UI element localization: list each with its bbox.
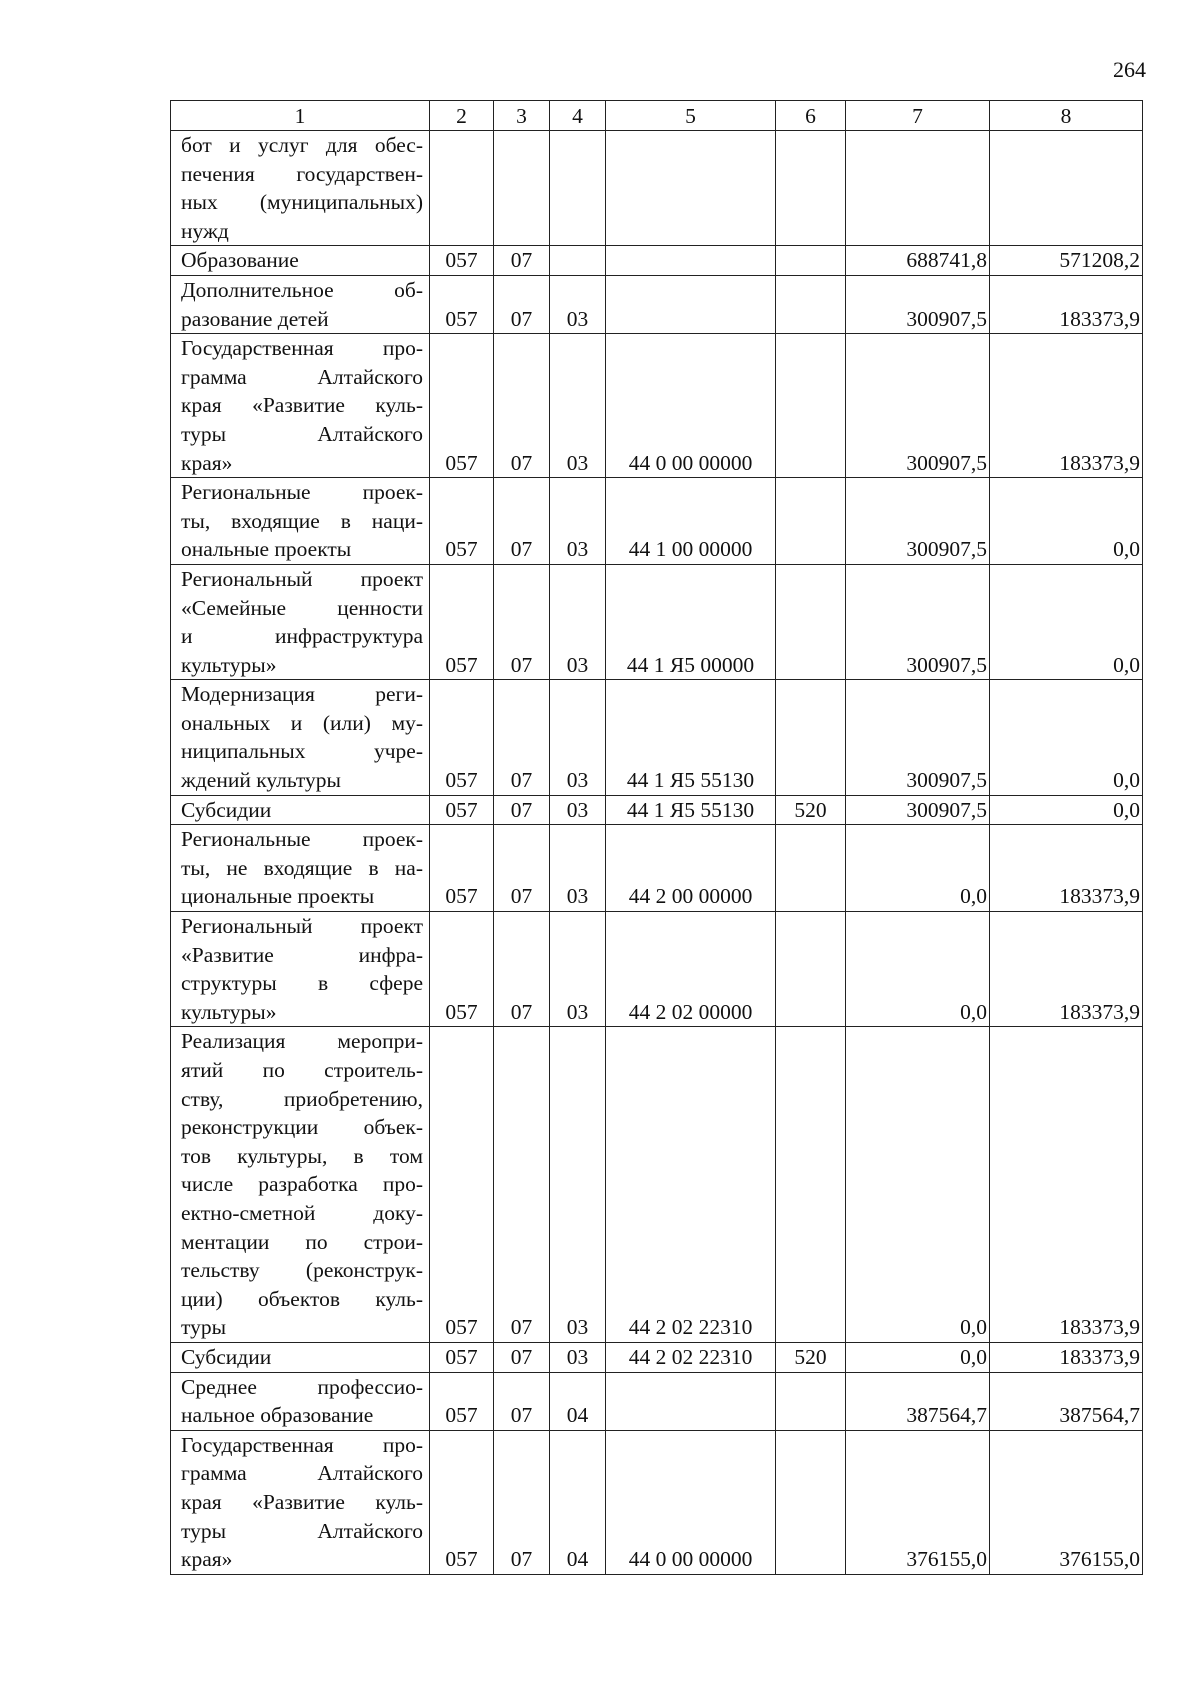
budget-table: [170, 100, 1143, 1575]
amount-year2-cell: 0,0: [990, 795, 1143, 825]
amount-year2-cell: 183373,9: [990, 912, 1143, 1027]
expense-type-cell: [776, 825, 846, 912]
target-article-cell: 44 1 Я5 55130: [606, 680, 776, 795]
amount-year1-cell: [846, 131, 990, 246]
subsection-cell: 03: [550, 825, 606, 912]
item-name-line: края»: [181, 1547, 233, 1572]
item-name-line: числе разработка про-: [181, 1172, 423, 1197]
table-row: [171, 275, 1143, 333]
subsection-cell: 03: [550, 334, 606, 478]
section-cell: 07: [494, 478, 550, 565]
item-name-line: и инфраструктура: [181, 624, 423, 649]
header-cell-8: 8: [990, 101, 1143, 131]
table-row: [171, 478, 1143, 565]
subsection-cell: 04: [550, 1430, 606, 1574]
dept-code-cell: 057: [430, 275, 494, 333]
item-name-line: ональных и (или) му-: [181, 710, 423, 735]
expense-type-cell: [776, 912, 846, 1027]
target-article-cell: [606, 246, 776, 276]
item-name-line: края»: [181, 450, 233, 475]
dept-code-cell: 057: [430, 825, 494, 912]
expense-type-cell: [776, 275, 846, 333]
table-row: [171, 246, 1143, 276]
item-name-line: ных (муниципальных): [181, 190, 423, 215]
dept-code-cell: 057: [430, 1372, 494, 1430]
target-article-cell: 44 0 00 00000: [606, 334, 776, 478]
expense-type-cell: [776, 334, 846, 478]
item-name-line: ты, входящие в наци-: [181, 508, 423, 533]
item-name-line: туры Алтайского: [181, 421, 423, 446]
amount-year2-cell: [990, 131, 1143, 246]
target-article-cell: 44 1 Я5 55130: [606, 795, 776, 825]
item-name-line: Региональный проект: [181, 914, 423, 939]
item-name-line: туры: [181, 1315, 227, 1340]
item-name-line: края «Развитие куль-: [181, 1489, 423, 1514]
dept-code-cell: 057: [430, 912, 494, 1027]
amount-year2-cell: 183373,9: [990, 334, 1143, 478]
table-row: [171, 680, 1143, 795]
item-name-line: тельству (реконструк-: [181, 1258, 423, 1283]
amount-year2-cell: 0,0: [990, 680, 1143, 795]
amount-year1-cell: 0,0: [846, 912, 990, 1027]
item-name-line: ональные проекты: [181, 537, 352, 562]
item-name-line: Государственная про-: [181, 336, 423, 361]
amount-year1-cell: 0,0: [846, 1027, 990, 1343]
item-name-cell: [171, 334, 430, 478]
target-article-cell: 44 1 Я5 00000: [606, 564, 776, 679]
page-number: 264: [1113, 57, 1146, 82]
header-cell-6: 6: [776, 101, 846, 131]
section-cell: 07: [494, 1430, 550, 1574]
amount-year1-cell: 688741,8: [846, 246, 990, 276]
section-cell: 07: [494, 912, 550, 1027]
table-row: [171, 334, 1143, 478]
amount-year1-cell: 300907,5: [846, 334, 990, 478]
item-name-line: Региональный проект: [181, 566, 423, 591]
item-name-line: «Семейные ценности: [181, 595, 423, 620]
expense-type-cell: [776, 1027, 846, 1343]
section-cell: 07: [494, 334, 550, 478]
item-name-line: «Развитие инфра-: [181, 942, 423, 967]
expense-type-cell: [776, 680, 846, 795]
expense-type-cell: [776, 478, 846, 565]
item-name-line: Образование: [181, 248, 299, 273]
item-name-line: культуры»: [181, 999, 277, 1024]
header-cell-7: 7: [846, 101, 990, 131]
item-name-line: туры Алтайского: [181, 1518, 423, 1543]
item-name-cell: [171, 1342, 430, 1372]
expense-type-cell: [776, 1430, 846, 1574]
expense-type-cell: [776, 1372, 846, 1430]
target-article-cell: [606, 131, 776, 246]
item-name-line: печения государствен-: [181, 161, 423, 186]
section-cell: 07: [494, 1372, 550, 1430]
table-row: [171, 912, 1143, 1027]
item-name-line: бот и услуг для обес-: [181, 133, 423, 157]
subsection-cell: 03: [550, 1342, 606, 1372]
target-article-cell: [606, 275, 776, 333]
amount-year2-cell: 183373,9: [990, 1027, 1143, 1343]
amount-year1-cell: 300907,5: [846, 680, 990, 795]
section-cell: 07: [494, 564, 550, 679]
item-name-line: культуры»: [181, 652, 277, 677]
header-cell-4: 4: [550, 101, 606, 131]
amount-year1-cell: 0,0: [846, 1342, 990, 1372]
subsection-cell: 03: [550, 564, 606, 679]
target-article-cell: 44 2 02 22310: [606, 1027, 776, 1343]
item-name-line: грамма Алтайского: [181, 364, 423, 389]
item-name-line: ятий по строитель-: [181, 1058, 423, 1082]
table-row: [171, 825, 1143, 912]
item-name-line: нужд: [181, 218, 229, 243]
dept-code-cell: 057: [430, 680, 494, 795]
table-row: [171, 131, 1143, 246]
section-cell: 07: [494, 1342, 550, 1372]
item-name-line: ниципальных учре-: [181, 739, 423, 764]
amount-year1-cell: 300907,5: [846, 275, 990, 333]
table-row: [171, 1027, 1143, 1343]
subsection-cell: 03: [550, 275, 606, 333]
item-name-cell: [171, 1027, 430, 1343]
item-name-line: Реализация меропри-: [181, 1029, 423, 1054]
subsection-cell: 03: [550, 912, 606, 1027]
item-name-line: Субсидии: [181, 1344, 272, 1369]
amount-year2-cell: 571208,2: [990, 246, 1143, 276]
subsection-cell: 03: [550, 680, 606, 795]
item-name-cell: [171, 564, 430, 679]
target-article-cell: 44 2 02 00000: [606, 912, 776, 1027]
item-name-line: структуры в сфере: [181, 971, 423, 996]
table-header-row: [171, 101, 1143, 131]
table-row: [171, 1342, 1143, 1372]
item-name-line: Модернизация реги-: [181, 682, 423, 707]
table-row: [171, 564, 1143, 679]
subsection-cell: 03: [550, 795, 606, 825]
target-article-cell: 44 0 00 00000: [606, 1430, 776, 1574]
amount-year1-cell: 376155,0: [846, 1430, 990, 1574]
dept-code-cell: [430, 131, 494, 246]
item-name-line: разование детей: [181, 306, 329, 331]
item-name-cell: [171, 1372, 430, 1430]
table-row: [171, 795, 1143, 825]
amount-year1-cell: 300907,5: [846, 795, 990, 825]
item-name-line: грамма Алтайского: [181, 1461, 423, 1486]
dept-code-cell: 057: [430, 478, 494, 565]
target-article-cell: 44 1 00 00000: [606, 478, 776, 565]
header-cell-1: 1: [171, 101, 430, 131]
amount-year2-cell: 0,0: [990, 564, 1143, 679]
dept-code-cell: 057: [430, 795, 494, 825]
dept-code-cell: 057: [430, 1430, 494, 1574]
expense-type-cell: [776, 246, 846, 276]
target-article-cell: 44 2 00 00000: [606, 825, 776, 912]
item-name-cell: [171, 131, 430, 246]
amount-year2-cell: 183373,9: [990, 275, 1143, 333]
dept-code-cell: 057: [430, 1027, 494, 1343]
item-name-cell: [171, 246, 430, 276]
section-cell: 07: [494, 1027, 550, 1343]
section-cell: 07: [494, 246, 550, 276]
table-body: [171, 101, 1143, 1575]
expense-type-cell: [776, 564, 846, 679]
subsection-cell: [550, 246, 606, 276]
amount-year1-cell: 300907,5: [846, 478, 990, 565]
section-cell: 07: [494, 795, 550, 825]
amount-year2-cell: 387564,7: [990, 1372, 1143, 1430]
section-cell: 07: [494, 275, 550, 333]
item-name-cell: [171, 795, 430, 825]
item-name-line: циональные проекты: [181, 884, 375, 909]
header-cell-2: 2: [430, 101, 494, 131]
item-name-line: Региональные проек-: [181, 827, 423, 852]
amount-year1-cell: 300907,5: [846, 564, 990, 679]
dept-code-cell: 057: [430, 1342, 494, 1372]
item-name-line: Среднее профессио-: [181, 1374, 423, 1399]
table-row: [171, 1372, 1143, 1430]
subsection-cell: 04: [550, 1372, 606, 1430]
header-cell-3: 3: [494, 101, 550, 131]
item-name-cell: [171, 825, 430, 912]
expense-type-cell: 520: [776, 795, 846, 825]
amount-year2-cell: 183373,9: [990, 1342, 1143, 1372]
item-name-cell: [171, 478, 430, 565]
item-name-line: ты, не входящие в на-: [181, 855, 423, 880]
amount-year2-cell: 0,0: [990, 478, 1143, 565]
subsection-cell: 03: [550, 1027, 606, 1343]
item-name-cell: [171, 680, 430, 795]
table-row: [171, 1430, 1143, 1574]
dept-code-cell: 057: [430, 564, 494, 679]
header-cell-5: 5: [606, 101, 776, 131]
item-name-line: Субсидии: [181, 797, 272, 822]
item-name-cell: [171, 912, 430, 1027]
item-name-line: ции) объектов куль-: [181, 1286, 423, 1311]
section-cell: [494, 131, 550, 246]
item-name-line: нальное образование: [181, 1403, 374, 1428]
item-name-line: тов культуры, в том: [181, 1143, 423, 1168]
amount-year1-cell: 0,0: [846, 825, 990, 912]
expense-type-cell: 520: [776, 1342, 846, 1372]
item-name-cell: [171, 275, 430, 333]
item-name-line: ству, приобретению,: [181, 1086, 423, 1111]
dept-code-cell: 057: [430, 334, 494, 478]
subsection-cell: 03: [550, 478, 606, 565]
amount-year2-cell: 183373,9: [990, 825, 1143, 912]
target-article-cell: 44 2 02 22310: [606, 1342, 776, 1372]
dept-code-cell: 057: [430, 246, 494, 276]
subsection-cell: [550, 131, 606, 246]
item-name-line: ждений культуры: [181, 768, 341, 793]
item-name-line: Дополнительное об-: [181, 277, 423, 302]
target-article-cell: [606, 1372, 776, 1430]
item-name-line: Государственная про-: [181, 1432, 423, 1457]
item-name-line: реконструкции объек-: [181, 1115, 423, 1140]
amount-year2-cell: 376155,0: [990, 1430, 1143, 1574]
item-name-line: ментации по строи-: [181, 1229, 423, 1254]
item-name-line: края «Развитие куль-: [181, 393, 423, 418]
expense-type-cell: [776, 131, 846, 246]
amount-year1-cell: 387564,7: [846, 1372, 990, 1430]
section-cell: 07: [494, 825, 550, 912]
item-name-line: ектно-сметной доку-: [181, 1200, 423, 1225]
item-name-line: Региональные проек-: [181, 480, 423, 505]
section-cell: 07: [494, 680, 550, 795]
item-name-cell: [171, 1430, 430, 1574]
